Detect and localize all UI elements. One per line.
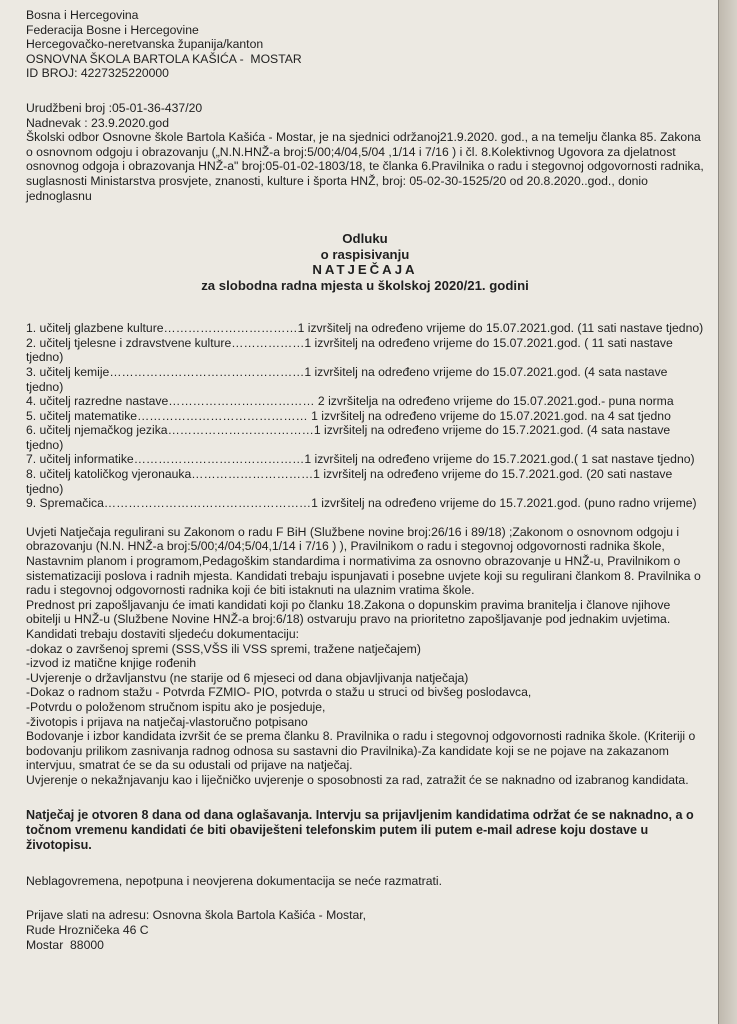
position-item: 1. učitelj glazbene kulture……………………………1 izvršitelj na određeno vrijeme do 15.07.2021.god. (11 sati nastave tjedno) xyxy=(26,321,704,336)
position-item: 9. Spremačica……………………………………………1 izvršitelj na određeno vrijeme do 15.7.2021.god. (puno radno vrijeme) xyxy=(26,496,697,511)
document-item: -Potvrdu o položenom stručnom ispitu ako je posjeduje, xyxy=(26,699,326,714)
address-line: Rude Hrozničeka 46 C xyxy=(26,922,149,937)
title-line: NATJEČAJA xyxy=(312,262,418,278)
position-item: 8. učitelj katoličkog vjeronauka…………………………1 izvršitelj na određeno vrijeme do 15.7.2021.god. (20 sati nastave tjedno) xyxy=(26,467,673,496)
preamble: Školski odbor Osnovne škole Bartola Kašića - Mostar, je na sjednici održanoj21.9.2020. god., a na temelju članka 85. Zakona o osnovnom odgoju i obrazovanju („N.N.HNŽ-a broj:5/00;4/04,5/04 ,1/14 i 7/16 ) i čl. 8.Kolektivnog Ugovora za djelatnost osnovnog odgoja i obrazovanja HNŽ-a" broj:05-01-02-1803/18, te članka 6.Pravilnika o radu i stegovnoj odgovornosti radnika, suglasnosti Ministarstva prosvjete, znanosti, kulture i športa HNŽ, broj: 05-02-30-1525/20 od 20.8.2020..god., donio jednoglasnu xyxy=(26,130,704,203)
postal-address xyxy=(26,908,704,952)
header-line: ID BROJ: 4227325220000 xyxy=(26,66,169,81)
positions-list xyxy=(26,321,704,511)
position-item: 7. učitelj informatike……………………………………1 izvršitelj na određeno vrijeme do 15.7.2021.god.( 1 sat nastave tjedno) xyxy=(26,452,695,467)
title-line: Odluku xyxy=(342,231,388,247)
reference-date: Nadnevak : 23.9.2020.god xyxy=(26,115,169,130)
decision-title xyxy=(26,231,704,293)
position-item: 2. učitelj tjelesne i zdravstvene kulture………………1 izvršitelj na određeno vrijeme do 15.07.2021.god. ( 11 sati nastave tjedno) xyxy=(26,335,673,365)
documents-intro: Kandidati trebaju dostaviti sljedeću dokumentaciju: xyxy=(26,627,300,641)
conditions-paragraph: Uvjeti Natječaja regulirani su Zakonom o radu F BiH (Službene novine broj:26/16 i 89/18) ;Zakonom o osnovnom odgoju i obrazovanju (N.N. HNŽ-a broj:5/00;4/04;5/04,1/14 i 7/16 ) ), Pravilnikom o radu i stegovnoj odgovornosti radnika škole, Nastavnim planom i programom,Pedagoškim standardima i normativima za osnovno obrazovanje u HNŽ-u, Pravilnikom o sistematizaciji poslova i radnih mjesta. Kandidati trebaju ispunjavati i posebne uvjete koji su regulirani člankom 8. Pravilnika o radu i stegovnoj odgovornosti radnika koji će biti istaknuti na ulaznim vratima škole. xyxy=(26,524,701,598)
document-item: -dokaz o završenoj spremi (SSS,VŠS ili VSS spremi, tražene natječajem) xyxy=(26,641,421,656)
header-line: Federacija Bosne i Hercegovine xyxy=(26,22,199,37)
deadline-notice: Natječaj je otvoren 8 dana od dana oglašavanja. Intervju sa prijavljenim kandidatima održat će se naknadno, a o točnom vremenu kandidati će biti obaviješteni telefonskim putem ili putem e-mail adrese koju dostave u životopisu. xyxy=(26,807,694,853)
document-item: -Dokaz o radnom stažu - Potvrda FZMIO- PIO, potvrda o stažu u struci od bivšeg poslodavca, xyxy=(26,685,532,700)
reference-block xyxy=(26,101,704,203)
conditions-block xyxy=(26,525,704,788)
priority-paragraph: Prednost pri zapošljavanju će imati kandidati koji po članku 18.Zakona o dopunskim pravima branitelja i članove njihove obitelji u HNŽ-u (Službene Novine HNŽ-a broj:6/18) ostvaruju pravo na prioritetno zapošljavanje pod jednakim uvjetima. xyxy=(26,597,671,627)
position-item: 5. učitelj matematike…………………………………… 1 izvršitelj na određeno vrijeme do 15.07.2021.god. na 4 sat tjedno xyxy=(26,408,671,423)
newspaper-background xyxy=(719,0,737,1024)
address-line: Mostar 88000 xyxy=(26,937,104,952)
title-line: za slobodna radna mjesta u školskoj 2020/21. godini xyxy=(201,277,529,293)
position-item: 4. učitelj razredne nastave……………………………… 2 izvršitelja na određeno vrijeme do 15.07.2021.god.- puna norma xyxy=(26,394,674,409)
reference-number: Urudžbeni broj :05-01-36-437/20 xyxy=(26,100,203,115)
document-item: -Uvjerenje o državljanstvu (ne starije od 6 mjeseci od dana objavljivanja natječaja) xyxy=(26,670,469,685)
issuer-header xyxy=(26,8,704,81)
header-line: Hercegovačko-neretvanska županija/kanton xyxy=(26,37,264,52)
header-line: OSNOVNA ŠKOLA BARTOLA KAŠIĆA - MOSTAR xyxy=(26,51,302,66)
position-item: 3. učitelj kemije…………………………………………1 izvršitelj na određeno vrijeme do 15.07.2021.god. (4 sata nastave tjedno) xyxy=(26,364,668,394)
document-item: -životopis i prijava na natječaj-vlastoručno potpisano xyxy=(26,714,308,729)
position-item: 6. učitelj njemačkog jezika………………………………1 izvršitelj na određeno vrijeme do 15.7.2021.god. (4 sata nastave tjedno) xyxy=(26,423,671,452)
title-line: o raspisivanju xyxy=(320,246,410,262)
document-item: -izvod iz matične knjige rođenih xyxy=(26,656,197,671)
incomplete-notice: Neblagovremena, nepotpuna i neovjerena dokumentacija se neće razmatrati. xyxy=(26,873,442,888)
certificates-paragraph: Uvjerenje o nekažnjavanju kao i liječničko uvjerenje o sposobnosti za rad, zatražit će se naknadno od izabranog kandidata. xyxy=(26,772,689,787)
scoring-paragraph: Bodovanje i izbor kandidata izvršit će se prema članku 8. Pravilnika o radu i stegovnoj odgovornosti radnika škole. (Kriteriji o bodovanju prilikom zasnivanja radnog odnosa su sastavni dio Pravilnika)-Za kandidate koji se ne pojave na zakazanom intervjuu, smatrat će se da su odustali od prijave na natječaj. xyxy=(26,729,696,773)
address-line: Prijave slati na adresu: Osnovna škola Bartola Kašića - Mostar, xyxy=(26,908,367,923)
header-line: Bosna i Hercegovina xyxy=(26,8,139,22)
